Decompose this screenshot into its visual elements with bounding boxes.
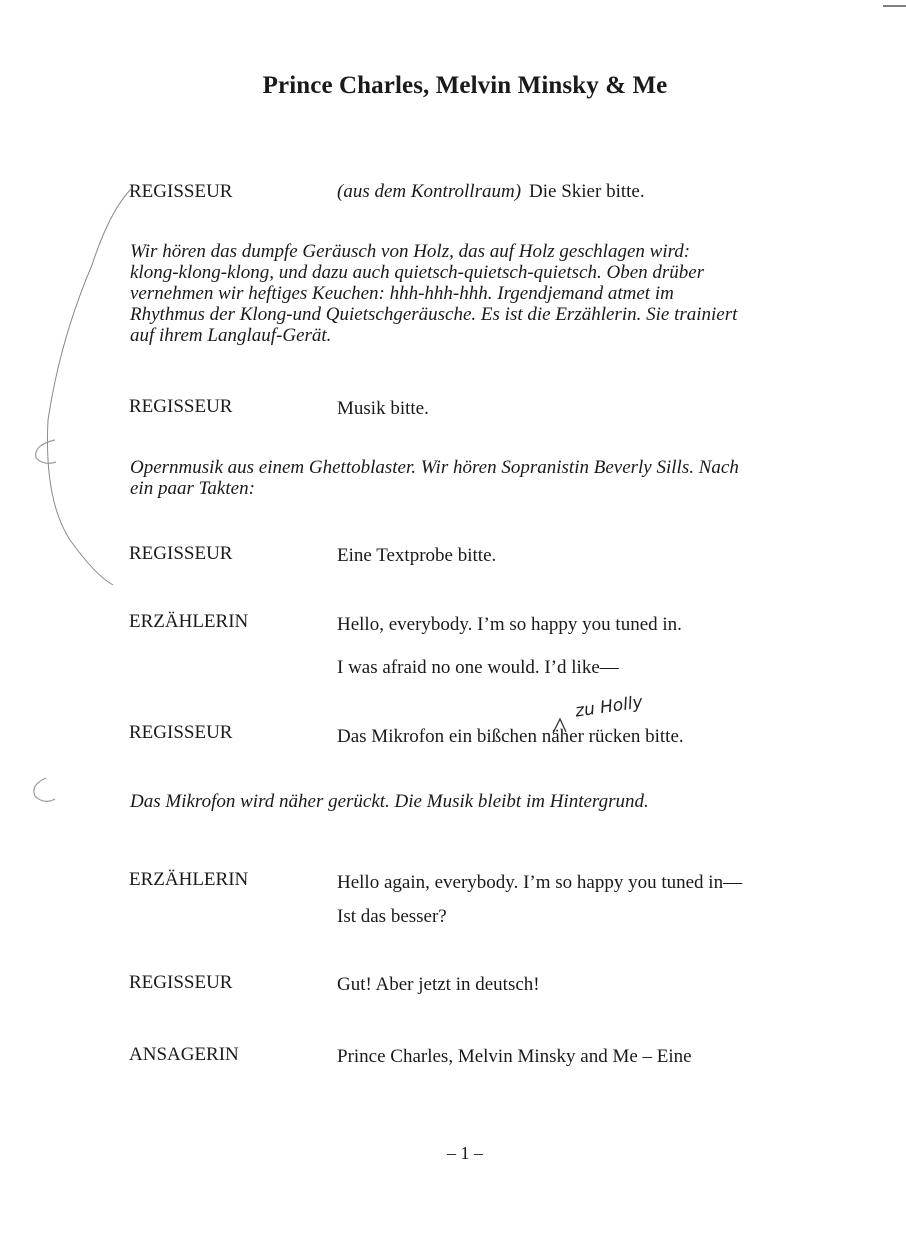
handwritten-annotation: zu Holly xyxy=(573,692,644,722)
stage-direction-inline: (aus dem Kontrollraum) xyxy=(337,181,522,202)
speaker-erzaehlerin-1: ERZÄHLERIN xyxy=(129,611,249,632)
dialogue-6b: Ist das besser? xyxy=(337,906,447,927)
margin-curve xyxy=(47,188,132,585)
dialogue-4b: I was afraid no one would. I’d like— xyxy=(337,657,619,678)
stage-direction-line: vernehmen wir heftiges Keuchen: hhh-hhh-hhh. Irgendjemand atmet im xyxy=(130,283,674,304)
speaker-regisseur-5: REGISSEUR xyxy=(129,972,233,993)
stage-direction-line: Opernmusik aus einem Ghettoblaster. Wir hören Sopranistin Beverly Sills. Nach xyxy=(130,457,739,478)
speaker-ansagerin: ANSAGERIN xyxy=(129,1044,239,1065)
dialogue-8: Prince Charles, Melvin Minsky and Me – Eine xyxy=(337,1046,692,1067)
dialogue-7: Gut! Aber jetzt in deutsch! xyxy=(337,974,540,995)
speaker-regisseur-3: REGISSEUR xyxy=(129,543,233,564)
stage-direction-line: Das Mikrofon wird näher gerückt. Die Musik bleibt im Hintergrund. xyxy=(130,791,649,812)
stage-direction-line: auf ihrem Langlauf-Gerät. xyxy=(130,325,332,346)
speaker-regisseur-1: REGISSEUR xyxy=(129,181,233,202)
stage-direction-line: ein paar Takten: xyxy=(130,478,255,499)
binder-hole-mark xyxy=(36,440,56,463)
binder-hole-mark xyxy=(34,778,55,801)
dialogue-4a: Hello, everybody. I’m so happy you tuned in. xyxy=(337,614,682,635)
dialogue-3: Eine Textprobe bitte. xyxy=(337,545,497,566)
stage-direction-line: klong-klong-klong, und dazu auch quietsch-quietsch-quietsch. Oben drüber xyxy=(130,262,705,283)
page-title: Prince Charles, Melvin Minsky & Me xyxy=(262,72,668,99)
stage-direction-line: Rhythmus der Klong-und Quietschgeräusche. Es ist die Erzählerin. Sie trainiert xyxy=(130,304,738,325)
speaker-regisseur-4: REGISSEUR xyxy=(129,722,233,743)
dialogue-5: Das Mikrofon ein bißchen näher rücken bitte. xyxy=(337,726,684,747)
page-number: – 1 – xyxy=(447,1143,483,1163)
stage-direction-line: Wir hören das dumpfe Geräusch von Holz, das auf Holz geschlagen wird: xyxy=(130,241,691,262)
speaker-erzaehlerin-2: ERZÄHLERIN xyxy=(129,869,249,890)
dialogue-6a: Hello again, everybody. I’m so happy you tuned in— xyxy=(337,872,743,893)
speaker-regisseur-2: REGISSEUR xyxy=(129,396,233,417)
dialogue-1-text: Die Skier bitte. xyxy=(529,181,645,202)
insertion-caret xyxy=(553,719,566,733)
dialogue-2: Musik bitte. xyxy=(337,398,429,419)
